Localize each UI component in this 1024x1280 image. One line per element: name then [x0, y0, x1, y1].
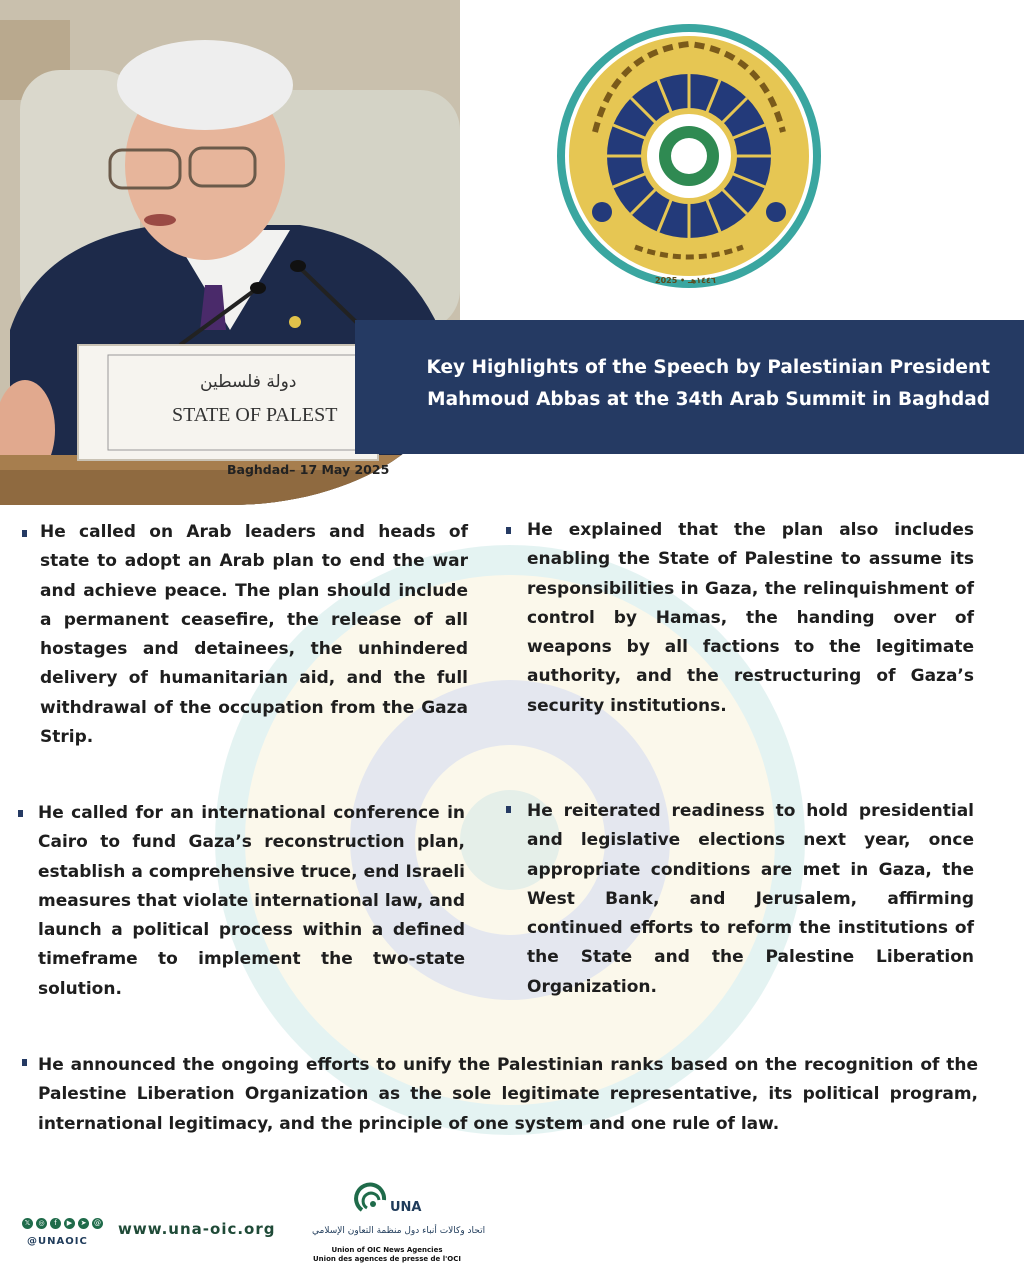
instagram-icon[interactable]: ◎	[36, 1218, 47, 1229]
una-names	[312, 1246, 462, 1264]
social-handle[interactable]: @UNAOIC	[27, 1236, 88, 1247]
social-icons	[22, 1218, 103, 1229]
headline	[365, 352, 990, 416]
bullet-4: He reiterated readiness to hold presidential and legislative elections next year, once appropriate conditions are met in Gaza, the West Bank, and Jerusalem, affirming continued efforts to reform the institutions of the State and the Palestine Liberation Organization.	[527, 801, 974, 997]
bullet-1: He called on Arab leaders and heads of state to adopt an Arab plan to end the war and achieve peace. The plan should include a permanent ceasefire, the release of all hostages and detainees, the unhindered delivery of humanitarian aid, and the full withdrawal of the occupation from the Gaza Strip.	[40, 522, 468, 748]
headline-line-1: Key Highlights of the Speech by Palestinian President	[426, 357, 990, 378]
placard-arabic: دولة فلسطين	[200, 372, 297, 392]
telegram-icon[interactable]: ➤	[78, 1218, 89, 1229]
x-icon[interactable]: 𝕏	[22, 1218, 33, 1229]
placard-english: STATE OF PALEST	[172, 404, 338, 426]
bullet-3: He called for an international conference in Cairo to fund Gaza’s reconstruction plan, establish a comprehensive truce, end Israeli measures that violate international law, and launch a political process within a defined timeframe to implement the two-state solution.	[38, 803, 465, 999]
bullet-marker	[506, 806, 511, 813]
headline-line-2: Mahmoud Abbas at the 34th Arab Summit in Baghdad	[427, 389, 990, 410]
bullet-2: He explained that the plan also includes enabling the State of Palestine to assume its responsibilities in Gaza, the relinquishment of control by Hamas, the handing over of weapons by all factions to the legitimate authority, and the restructuring of Gaza’s security institutions.	[527, 520, 974, 716]
una-logo-text: UNA	[390, 1200, 422, 1215]
bullet-marker	[18, 810, 23, 817]
dateline: Baghdad– 17 May 2025	[227, 462, 390, 477]
facebook-icon[interactable]: f	[50, 1218, 61, 1229]
una-arabic-name: اتحاد وكالات أنباء دول منظمة التعاون الإسلامي	[312, 1226, 486, 1236]
bullet-marker	[22, 1059, 27, 1066]
emblem-year: 2025 • ١٤٤٦هـ	[655, 276, 716, 285]
bullet-marker	[22, 530, 27, 537]
threads-icon[interactable]: @	[94, 1219, 101, 1227]
youtube-icon[interactable]: ▶	[64, 1218, 75, 1229]
bullet-marker	[506, 527, 511, 534]
una-english-name: Union of OIC News Agencies	[331, 1246, 443, 1254]
website-link[interactable]: www.una-oic.org	[118, 1220, 276, 1238]
bullet-5: He announced the ongoing efforts to unify the Palestinian ranks based on the recognition of the Palestine Liberation Organization as the sole legitimate representative, its political program, international legitimacy, and the principle of one system and one rule of law.	[38, 1055, 978, 1134]
arab-summit-emblem	[555, 22, 823, 290]
una-french-name: Union des agences de presse de l'OCI	[313, 1255, 461, 1263]
